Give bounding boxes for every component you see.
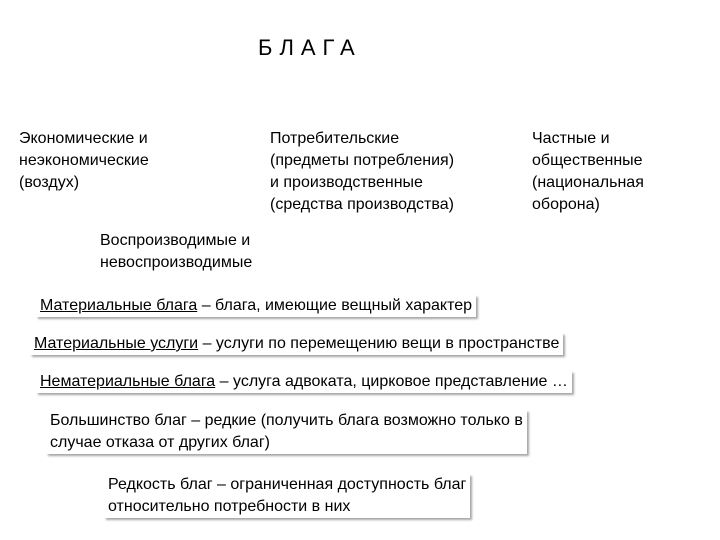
definition-immaterial-goods: [36, 371, 572, 393]
page-title: БЛАГА: [258, 35, 362, 60]
definition-text: – блага, имеющие вещный характер: [197, 297, 473, 314]
definition-scarce-goods: Большинство благ – редкие (получить блага возможно только в случае отказа от других благ): [46, 410, 527, 454]
definition-material-goods: [36, 295, 476, 317]
term-material-services: Материальные услуги: [34, 335, 199, 352]
goods-type-private: Частные и общественные (национальная оборона): [532, 130, 644, 213]
definition-material-services: [30, 333, 563, 355]
definition-text: – услуги по перемещению вещи в пространстве: [198, 335, 560, 352]
term-immaterial-goods: Нематериальные блага: [40, 373, 216, 390]
definition-text: – услуга адвоката, цирковое представление …: [215, 373, 568, 390]
goods-type-consumer: Потребительские (предметы потребления) и производственные (средства производства): [270, 130, 455, 213]
goods-type-reproducible: Воспроизводимые и невоспроизводимые: [100, 232, 253, 271]
term-material-goods: Материальные блага: [40, 297, 198, 314]
definition-scarcity: Редкость благ – ограниченная доступность благ относительно потребности в них: [104, 474, 470, 518]
goods-type-economic: Экономические и неэкономические (воздух): [19, 130, 149, 191]
